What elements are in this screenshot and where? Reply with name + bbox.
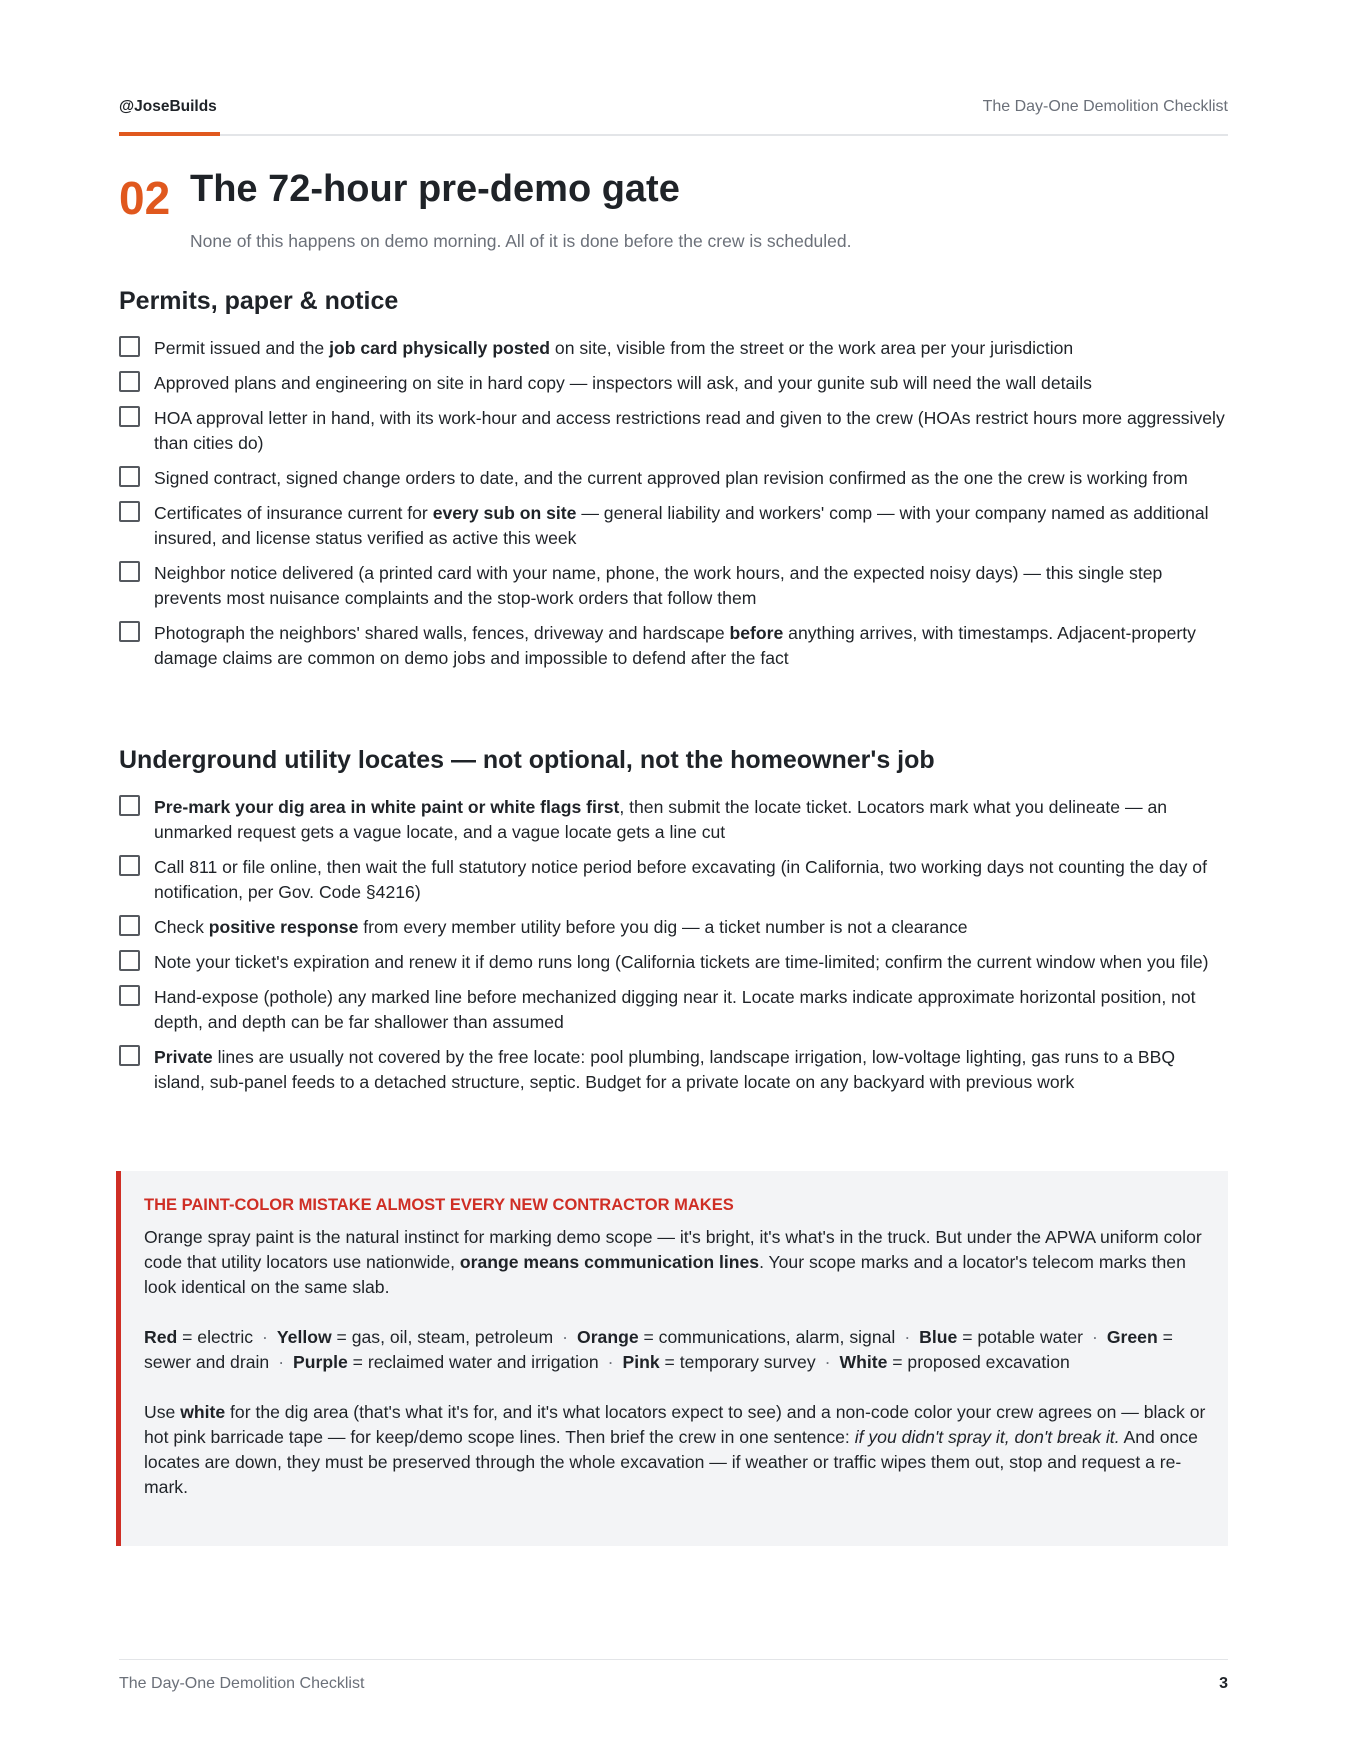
checkbox[interactable] <box>119 621 140 642</box>
color-name: Yellow <box>276 1327 332 1347</box>
color-meaning: = proposed excavation <box>887 1352 1070 1372</box>
legend-separator: · <box>904 1327 911 1347</box>
callout-title: THE PAINT-COLOR MISTAKE ALMOST EVERY NEW CONTRACTOR MAKES <box>144 1196 734 1214</box>
color-meaning: = temporary survey <box>659 1352 816 1372</box>
color-meaning: = sewer and drain <box>144 1327 1173 1372</box>
color-meaning: = potable water <box>957 1327 1083 1347</box>
callout-text: for the dig area (that's what it's for, and it's what locators expect to see) and a non-code color your crew agrees on — black or hot pink barricade tape — for keep/demo scope lines. Then brief the crew in one sentence: <box>144 1402 1206 1447</box>
checkbox[interactable] <box>119 561 140 582</box>
color-meaning: = electric <box>177 1327 254 1347</box>
item-text: Photograph the neighbors' shared walls, fences, driveway and hardscape <box>154 623 730 643</box>
checkbox[interactable] <box>119 915 140 936</box>
item-text: anything arrives, with timestamps. Adjacent-property damage claims are common on demo jobs and impossible to defend after the fact <box>154 623 1196 668</box>
permits-heading: Permits, paper & notice <box>119 287 399 315</box>
color-name: White <box>839 1352 888 1372</box>
color-name: Purple <box>293 1352 348 1372</box>
checklist-item <box>119 501 1228 551</box>
checklist-item <box>119 466 1228 491</box>
item-text: Hand-expose (pothole) any marked line before mechanized digging near it. Locate marks indicate approximate horizontal position, not depth, and depth can be far shallower than assumed <box>154 987 1196 1032</box>
callout-text: And once locates are down, they must be preserved through the whole excavation — if weather or traffic wipes them out, stop and request a re-mark. <box>144 1427 1198 1497</box>
color-meaning: = gas, oil, steam, petroleum <box>331 1327 554 1347</box>
checklist-item <box>119 406 1228 456</box>
footer-doc-title: The Day-One Demolition Checklist <box>119 1675 365 1692</box>
checkbox[interactable] <box>119 501 140 522</box>
utilities-heading: Underground utility locates — not optional, not the homeowner's job <box>119 746 935 774</box>
item-emphasis: every sub on site <box>432 503 577 523</box>
checklist-item <box>119 855 1228 905</box>
item-text: Permit issued and the <box>154 338 330 358</box>
legend-separator: · <box>824 1352 831 1372</box>
page-footer <box>119 1659 1228 1710</box>
item-text: lines are usually not covered by the free locate: pool plumbing, landscape irrigation, low-voltage lighting, gas runs to a BBQ island, sub-panel feeds to a detached structure, septic. Budget for a private locate on any backyard with previous work <box>154 1047 1176 1092</box>
item-emphasis: before <box>729 623 784 643</box>
item-text: Note your ticket's expiration and renew it if demo runs long (California tickets are time-limited; confirm the current window when you file) <box>154 952 1209 972</box>
checkbox[interactable] <box>119 1045 140 1066</box>
checklist-item <box>119 795 1228 845</box>
item-text: Call 811 or file online, then wait the full statutory notice period before excavating (in California, two working days not counting the day of notification, per Gov. Code §4216) <box>154 857 1207 902</box>
color-name: Orange <box>577 1327 639 1347</box>
item-text: Approved plans and engineering on site in hard copy — inspectors will ask, and your gunite sub will need the wall details <box>154 373 1092 393</box>
legend-separator: · <box>262 1327 268 1347</box>
header-doc-title: The Day-One Demolition Checklist <box>982 98 1228 115</box>
permits-checklist <box>119 336 1228 671</box>
item-text: Check <box>154 917 209 937</box>
page-number: 3 <box>1219 1675 1228 1692</box>
item-text: Certificates of insurance current for <box>154 503 433 523</box>
callout-text: Use <box>144 1402 181 1422</box>
callout-paragraph-intro <box>144 1225 1208 1300</box>
section-number: 02 <box>119 172 171 224</box>
brand-handle: @JoseBuilds <box>119 98 217 115</box>
checkbox[interactable] <box>119 855 140 876</box>
callout-emphasis: orange means communication lines <box>459 1252 760 1272</box>
callout-paragraph-advice <box>144 1400 1208 1500</box>
color-name: Red <box>144 1327 178 1347</box>
section-title: The 72-hour pre-demo gate <box>190 168 680 210</box>
color-name: Green <box>1106 1327 1158 1347</box>
checkbox[interactable] <box>119 950 140 971</box>
item-text: — general liability and workers' comp — with your company named as additional insured, and license status verified as active this week <box>154 503 1209 548</box>
checkbox[interactable] <box>119 795 140 816</box>
checkbox[interactable] <box>119 406 140 427</box>
checkbox[interactable] <box>119 336 140 357</box>
checklist-item <box>119 561 1228 611</box>
checklist-item <box>119 985 1228 1035</box>
color-name: Pink <box>622 1352 660 1372</box>
legend-separator: · <box>1092 1327 1098 1347</box>
callout-emphasis: white <box>180 1402 226 1422</box>
legend-separator: · <box>562 1327 569 1347</box>
paint-color-callout <box>116 1171 1228 1546</box>
checklist-item <box>119 336 1228 361</box>
checkbox[interactable] <box>119 466 140 487</box>
section-subtitle: None of this happens on demo morning. All of it is done before the crew is scheduled. <box>190 231 852 251</box>
item-emphasis: Pre-mark your dig area in white paint or white flags first <box>154 797 620 817</box>
item-text: Signed contract, signed change orders to date, and the current approved plan revision confirmed as the one the crew is working from <box>154 468 1188 488</box>
checkbox[interactable] <box>119 371 140 392</box>
utilities-checklist <box>119 795 1228 1095</box>
checklist-item <box>119 915 1228 940</box>
item-text: Neighbor notice delivered (a printed card with your name, phone, the work hours, and the expected noisy days) — this single step prevents most nuisance complaints and the stop-work orders that follow them <box>154 563 1163 608</box>
page <box>119 0 1228 1743</box>
color-meaning: = communications, alarm, signal <box>638 1327 896 1347</box>
brand-underline <box>119 132 220 136</box>
item-text: , then submit the locate ticket. Locators mark what you delineate — an unmarked request gets a vague locate, and a vague locate gets a line cut <box>154 797 1168 842</box>
checklist-item <box>119 621 1228 671</box>
page-header <box>119 98 1228 136</box>
item-text: from every member utility before you dig — a ticket number is not a clearance <box>358 917 968 937</box>
checkbox[interactable] <box>119 985 140 1006</box>
checklist-item <box>119 371 1228 396</box>
legend-separator: · <box>607 1352 614 1372</box>
color-meaning: = reclaimed water and irrigation <box>347 1352 599 1372</box>
callout-italic: if you didn't spray it, don't break it. <box>854 1427 1120 1447</box>
item-emphasis: positive response <box>208 917 359 937</box>
checklist-item <box>119 950 1228 975</box>
item-emphasis: Private <box>154 1047 213 1067</box>
item-text: HOA approval letter in hand, with its work-hour and access restrictions read and given to the crew (HOAs restrict hours more aggressively than cities do) <box>154 408 1225 453</box>
color-name: Blue <box>919 1327 958 1347</box>
color-code-legend <box>144 1325 1208 1375</box>
callout-text: Orange spray paint is the natural instinct for marking demo scope — it's bright, it's what's in the truck. But under the APWA uniform color code that utility locators use nationwide, <box>144 1227 1202 1272</box>
checklist-item <box>119 1045 1228 1095</box>
item-emphasis: job card physically posted <box>329 338 551 358</box>
legend-separator: · <box>278 1352 285 1372</box>
item-text: on site, visible from the street or the work area per your jurisdiction <box>550 338 1074 358</box>
callout-text: . Your scope marks and a locator's telecom marks then look identical on the same slab. <box>144 1252 1186 1297</box>
